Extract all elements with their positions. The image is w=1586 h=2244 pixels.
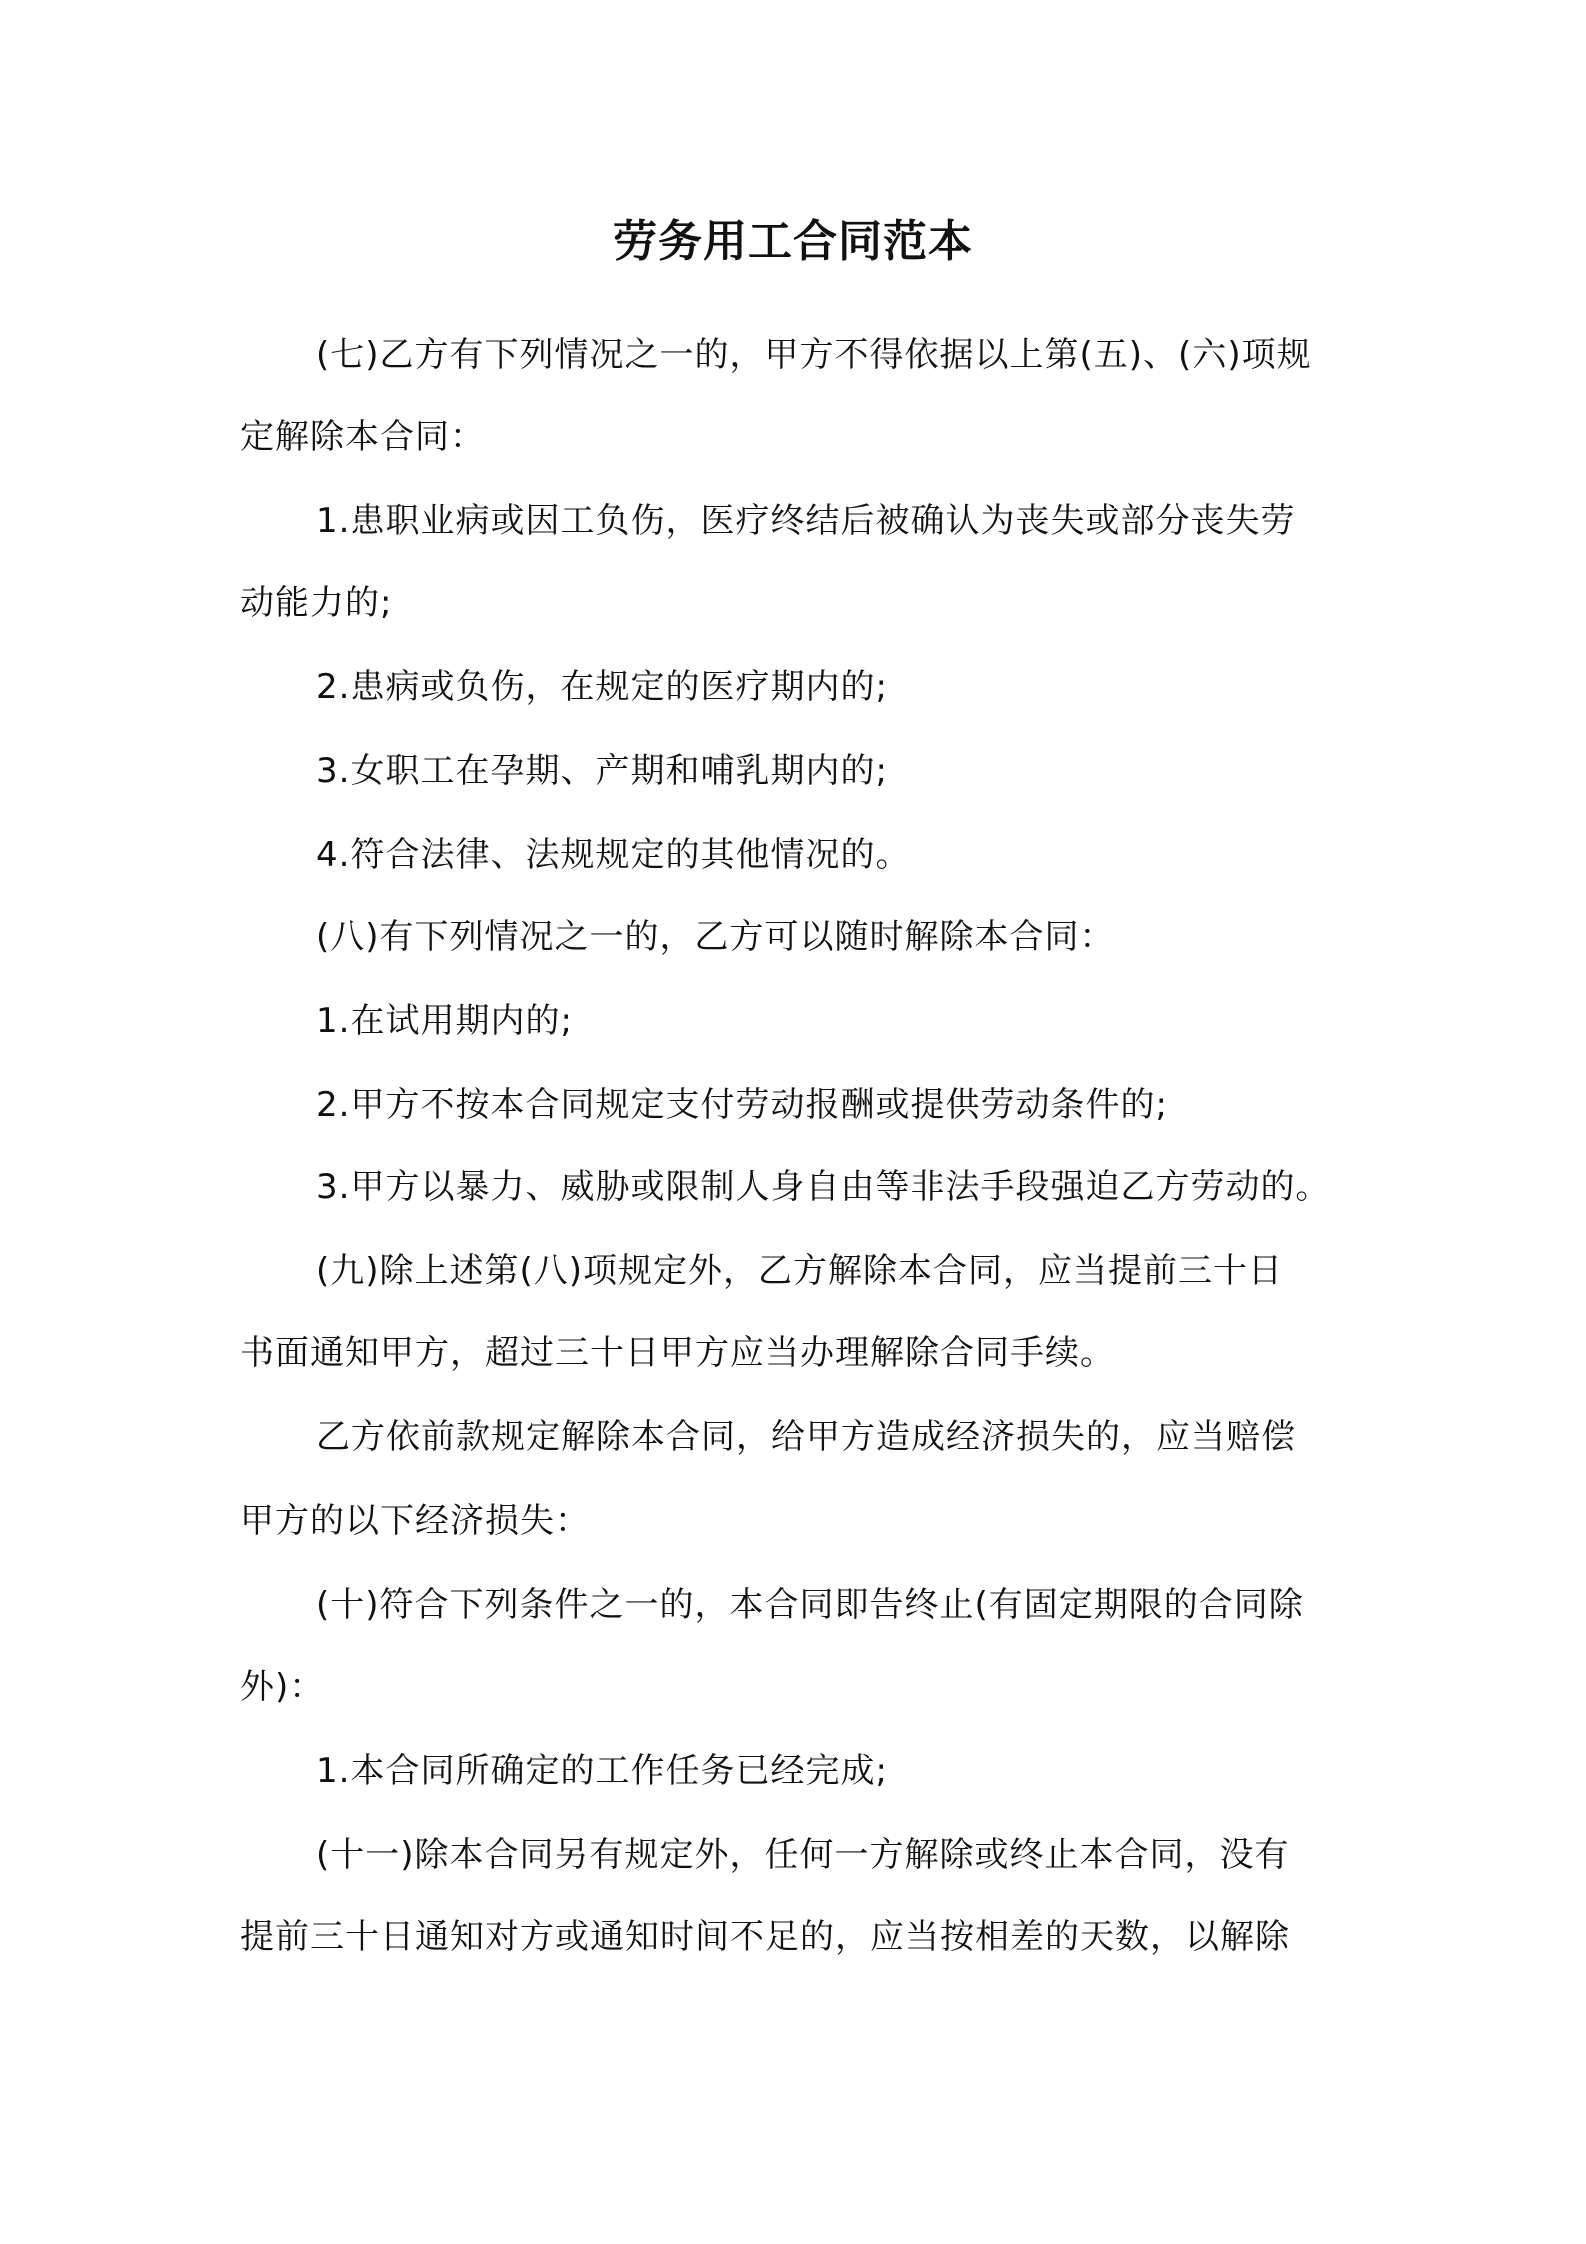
paragraph-line: 提前三十日通知对方或通知时间不足的，应当按相差的天数，以解除	[240, 1917, 1290, 1957]
paragraph-line: (十)符合下列条件之一的，本合同即告终止(有固定期限的合同除	[316, 1585, 1304, 1625]
paragraph-line: 甲方的以下经济损失：	[240, 1501, 590, 1541]
paragraph-line: (八)有下列情况之一的，乙方可以随时解除本合同：	[316, 917, 1115, 957]
paragraph-line: (七)乙方有下列情况之一的，甲方不得依据以上第(五)、(六)项规	[316, 335, 1312, 375]
paragraph-line: 外)：	[240, 1667, 325, 1707]
paragraph-line: 3.女职工在孕期、产期和哺乳期内的;	[316, 751, 888, 791]
paragraph-line: 1.患职业病或因工负伤，医疗终结后被确认为丧失或部分丧失劳	[316, 501, 1296, 541]
paragraph-line: 动能力的;	[240, 583, 393, 623]
paragraph-line: 2.甲方不按本合同规定支付劳动报酬或提供劳动条件的;	[316, 1085, 1168, 1125]
document-title: 劳务用工合同范本	[613, 216, 973, 267]
paragraph-line: 4.符合法律、法规规定的其他情况的。	[316, 835, 911, 875]
paragraph-line: 乙方依前款规定解除本合同，给甲方造成经济损失的，应当赔偿	[316, 1417, 1296, 1457]
paragraph-line: (十一)除本合同另有规定外，任何一方解除或终止本合同，没有	[316, 1835, 1290, 1875]
paragraph-line: 2.患病或负伤，在规定的医疗期内的;	[316, 667, 888, 707]
paragraph-line: 3.甲方以暴力、威胁或限制人身自由等非法手段强迫乙方劳动的。	[316, 1167, 1331, 1207]
paragraph-line: 1.在试用期内的;	[316, 1001, 573, 1041]
paragraph-line: 定解除本合同：	[240, 417, 485, 457]
paragraph-line: 1.本合同所确定的工作任务已经完成;	[316, 1751, 888, 1791]
paragraph-line: 书面通知甲方，超过三十日甲方应当办理解除合同手续。	[240, 1333, 1115, 1373]
paragraph-line: (九)除上述第(八)项规定外，乙方解除本合同，应当提前三十日	[316, 1251, 1284, 1291]
